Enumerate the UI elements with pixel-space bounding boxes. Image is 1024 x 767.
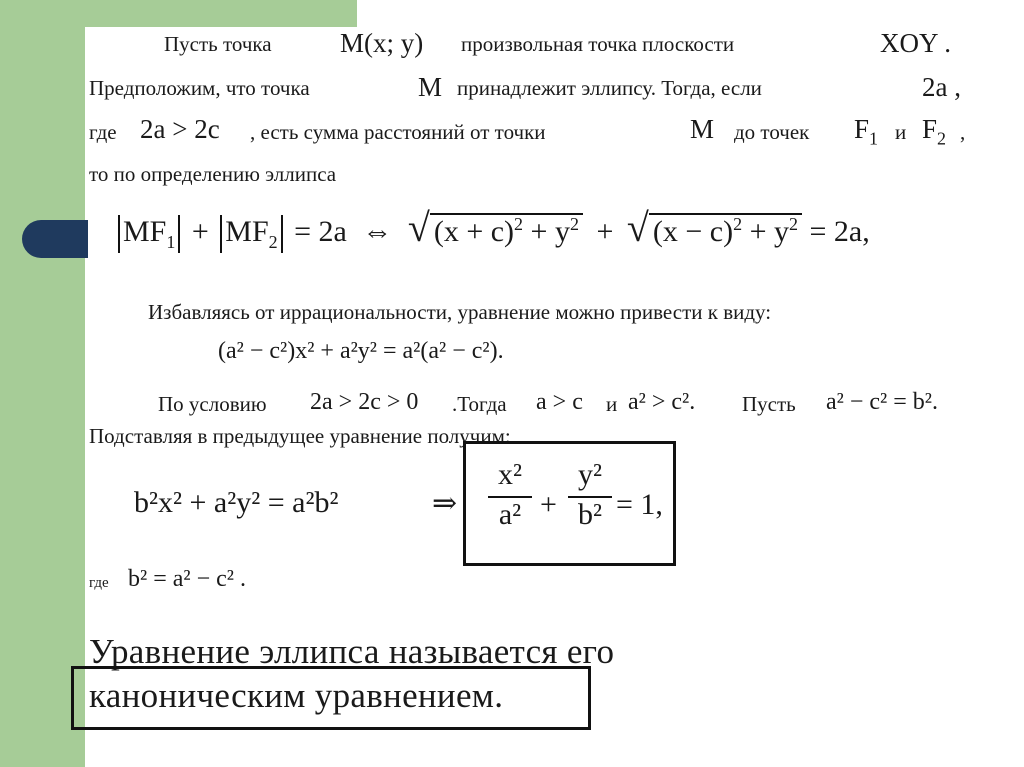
abs-mf2: $MF_2$	[220, 215, 282, 253]
left-accent-bar	[0, 0, 85, 767]
top-accent-bar	[0, 0, 357, 27]
where-equation: b² = a² − c² .	[128, 566, 246, 592]
para1-line2-text: Предположим, что точка	[89, 76, 310, 100]
ineq-2a-2c: 2a > 2c	[140, 114, 220, 144]
navy-tab-marker	[22, 220, 88, 258]
para1-line3-to: до точек	[734, 120, 810, 144]
abs-mf1: $MF_1$	[118, 215, 180, 253]
sqrt-symbol: √	[407, 205, 430, 250]
condition-ineq: 2a > 2c > 0	[310, 389, 419, 415]
para1-line3-and: и	[895, 120, 907, 144]
ellipse-definition-equation: $MF_1 + MF_2 = 2a$ ⇔ √ $(x + c)^2 + y^2$ + √ $(x - c)^2 + y^2 = 2a$,	[118, 204, 870, 254]
para1-line1-text: Пусть точка	[164, 32, 272, 56]
where-label: где	[89, 575, 109, 591]
radicand-1: $(x + c)^2 + y^2$	[430, 213, 583, 248]
focus-f1: $F_1$	[854, 114, 879, 149]
iff-symbol: ⇔	[362, 215, 393, 248]
a2-gt-c2: a² > c².	[628, 389, 696, 415]
implies-symbol: ⇒	[432, 487, 458, 520]
para2-text: Избавляясь от иррациональности, уравнение можно привести к виду:	[148, 300, 772, 324]
para1-line1-text2: произвольная точка плоскости	[461, 32, 735, 56]
a-gt-c: a > c	[536, 389, 583, 415]
point-m-xy: M(x; y)	[340, 28, 424, 58]
conclusion-line1: Уравнение эллипса называется его	[89, 632, 615, 671]
conclusion-line2: каноническим уравнением.	[89, 676, 504, 715]
radicand-2: $(x - c)^2 + y^2$	[649, 213, 802, 248]
fraction-1: x² a²	[488, 458, 532, 532]
sqrt-symbol-2: √	[626, 205, 649, 250]
para3-by-condition: По условию	[158, 392, 267, 416]
equals-one: = 1,	[616, 488, 663, 521]
para3-let: Пусть	[742, 392, 796, 416]
para1-line4-text: то по определению эллипса	[89, 162, 337, 186]
para3-and: и	[606, 392, 618, 416]
para3-then: .Тогда	[452, 392, 507, 416]
para1-line3-text: , есть сумма расстояний от точки	[250, 120, 546, 144]
para2-equation: (a² − c²)x² + a²y² = a²(a² − c²).	[218, 338, 504, 364]
point-m: M	[418, 72, 443, 102]
para1-line3-comma: ,	[960, 120, 966, 144]
two-a: 2a ,	[922, 72, 961, 102]
equation-b2x2: b²x² + a²y² = a²b²	[134, 486, 339, 519]
focus-f2: $F_2$	[922, 114, 947, 149]
point-m-2: M	[690, 114, 715, 144]
para1-line2-text2: принадлежит эллипсу. Тогда, если	[457, 76, 762, 100]
b-definition: a² − c² = b².	[826, 389, 938, 415]
plus-sign: +	[540, 488, 557, 521]
para3-substituting: Подставляя в предыдущее уравнение получим:	[89, 424, 511, 448]
plane-xoy: XOY .	[880, 28, 951, 58]
para1-line3-where: где	[89, 120, 117, 144]
fraction-2: y² b²	[568, 458, 612, 532]
